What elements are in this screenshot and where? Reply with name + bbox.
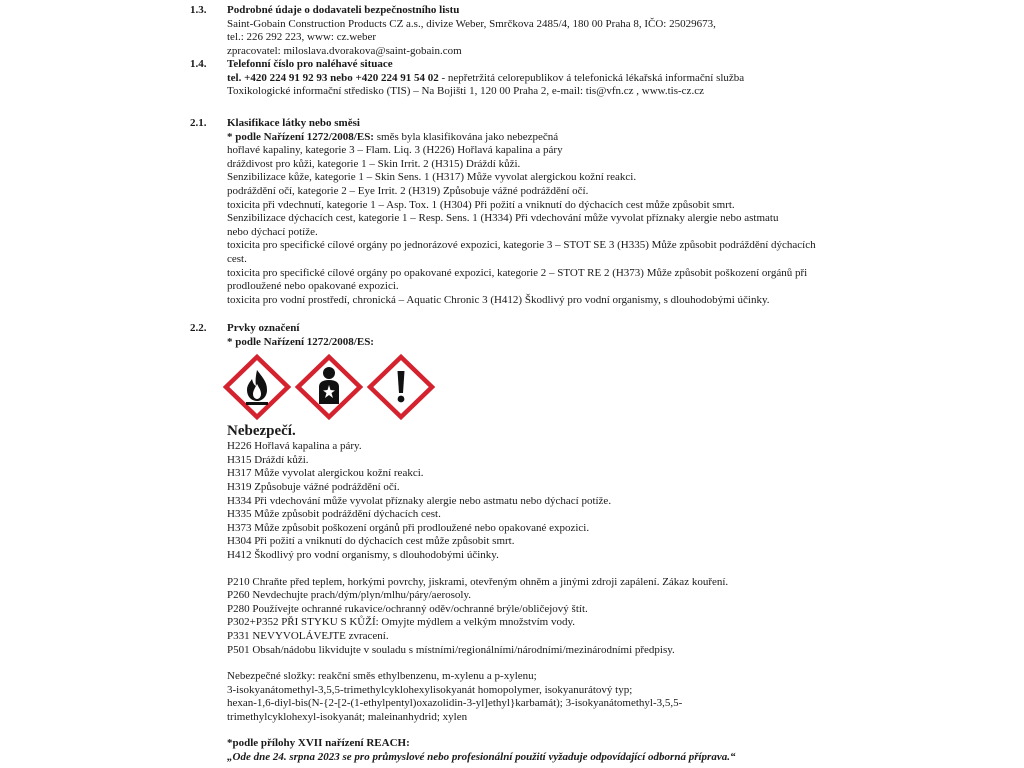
precautionary-statement: P280 Používejte ochranné rukavice/ochranný oděv/ochranné brýle/obličejový štít. — [227, 602, 588, 615]
hazard-statement: H335 Může způsobit podráždění dýchacích cest. — [227, 508, 441, 521]
hazard-statement: H373 Může způsobit poškození orgánů při prodloužené nebo opakované expozici. — [227, 521, 590, 534]
classification-item: Senzibilizace kůže, kategorie 1 – Skin Sens. 1 (H317) Může vyvolat alergickou kožní reakci. — [227, 171, 637, 184]
section-2-1-number: 2.1. — [190, 117, 207, 129]
section-2-1-title: Klasifikace látky nebo směsi — [227, 117, 360, 129]
section-1-4 — [227, 58, 847, 99]
regulation-label: * podle Nařízení 1272/2008/ES: — [227, 335, 374, 348]
classification-item: hořlavé kapaliny, kategorie 3 – Flam. Liq. 3 (H226) Hořlavá kapalina a páry — [227, 144, 563, 157]
precautionary-statement: P302+P352 PŘI STYKU S KŮŽÍ: Omyjte mýdlem a velkým množstvím vody. — [227, 616, 576, 629]
hazard-statement: H334 Při vdechování může vyvolat příznaky alergie nebo astmatu nebo dýchací potíže. — [227, 494, 612, 507]
classification-item: toxicita pro vodní prostředí, chronická – Aquatic Chronic 3 (H412) Škodlivý pro vodní organismy, s dlouhodobými účinky. — [227, 293, 770, 306]
hazard-statement: H319 Způsobuje vážné podráždění očí. — [227, 480, 400, 493]
signal-word: Nebezpečí. — [227, 423, 296, 440]
section-2-2 — [227, 322, 847, 765]
hazard-statement: H317 Může vyvolat alergickou kožní reakci. — [227, 467, 424, 480]
classification-item: toxicita pro specifické cílové orgány po opakované expozici, kategorie 2 – STOT RE 2 (H373) Může způsobit poškození orgánů při prodloužené nebo opakované expozici. — [227, 266, 808, 293]
classification-item: toxicita pro specifické cílové orgány po jednorázové expozici, kategorie 3 – STOT SE 3 (H335) Může způsobit podráždění dýchacích cest. — [227, 239, 816, 265]
hazardous-components: hexan-1,6-diyl-bis(N-{2-[2-(1-ethylpentyl)oxazolidin-3-yl]ethyl}karbamát); 3-isokyanátomethyl-3,5,5- — [227, 697, 683, 710]
supplier-line: Saint-Gobain Construction Products CZ a.s., divize Weber, Smrčkova 2485/4, 180 00 Praha 8, IČO: 25029673, — [227, 17, 716, 30]
ghs-pictograms — [223, 354, 847, 420]
hazard-statement: H315 Dráždí kůži. — [227, 453, 309, 466]
section-2-2-title: Prvky označení — [227, 322, 300, 334]
precautionary-statement: P501 Obsah/nádobu likvidujte v souladu s místními/regionálními/národními/mezinárodními předpisy. — [227, 643, 675, 656]
classification-item: dráždivost pro kůži, kategorie 1 – Skin Irrit. 2 (H315) Dráždí kůži. — [227, 157, 521, 170]
emergency-phone-line — [227, 72, 847, 86]
reach-text: „Ode dne 24. srpna 2023 se pro průmyslové nebo profesionální použití vyžaduje odpovídající odborná příprava.“ — [227, 751, 736, 764]
reach-title: *podle přílohy XVII nařízení REACH: — [227, 737, 410, 750]
section-1-4-title: Telefonní číslo pro naléhavé situace — [227, 58, 393, 70]
precautionary-statement: P331 NEVYVOLÁVEJTE zvracení. — [227, 629, 389, 642]
emergency-phone-description: - nepřetržitá celorepublikov á telefonická lékařská informační služba — [438, 71, 745, 84]
regulation-text: směs byla klasifikována jako nebezpečná — [373, 130, 559, 143]
emergency-phone: tel. +420 224 91 92 93 nebo +420 224 91 54 02 — [227, 71, 439, 84]
hazardous-components: trimethylcyklohexyl-isokyanát; maleinanhydrid; xylen — [227, 710, 468, 723]
section-1-3-title: Podrobné údaje o dodavateli bezpečnostního listu — [227, 4, 460, 16]
hazard-statement: H304 Při požití a vniknutí do dýchacích cest může způsobit smrt. — [227, 535, 515, 548]
hazardous-components: Nebezpečné složky: reakční směs ethylbenzenu, m-xylenu a p-xylenu; — [227, 670, 537, 683]
hazard-statement: H412 Škodlivý pro vodní organismy, s dlouhodobými účinky. — [227, 548, 499, 561]
regulation-label: * podle Nařízení 1272/2008/ES: — [227, 130, 374, 143]
hazardous-components: 3-isokyanátomethyl-3,5,5-trimethylcyklohexylisokyanát homopolymer, isokyanurátový typ; — [227, 683, 633, 696]
supplier-line: tel.: 226 292 223, www: cz.weber — [227, 31, 377, 44]
exclamation-mark-icon — [367, 354, 435, 420]
section-1-3-number: 1.3. — [190, 4, 207, 16]
classification-item: podráždění očí, kategorie 2 – Eye Irrit. 2 (H319) Způsobuje vážné podráždění očí. — [227, 184, 589, 197]
classification-item: Senzibilizace dýchacích cest, kategorie 1 – Resp. Sens. 1 (H334) Při vdechování může vyvolat příznaky alergie nebo astmatu nebo dýchací potíže. — [227, 212, 779, 238]
classification-regulation — [227, 131, 847, 145]
section-2-2-number: 2.2. — [190, 322, 207, 334]
section-1-3 — [227, 4, 847, 58]
section-1-4-number: 1.4. — [190, 58, 207, 70]
supplier-line: zpracovatel: miloslava.dvorakova@saint-gobain.com — [227, 44, 462, 57]
flame-icon — [223, 354, 291, 420]
classification-item: toxicita při vdechnutí, kategorie 1 – Asp. Tox. 1 (H304) Při požití a vniknutí do dýchacích cest může způsobit smrt. — [227, 198, 735, 211]
tis-line: Toxikologické informační středisko (TIS) – Na Bojišti 1, 120 00 Praha 2, e-mail: tis@vfn.cz , www.tis-cz.cz — [227, 85, 704, 98]
precautionary-statement: P210 Chraňte před teplem, horkými povrchy, jiskrami, otevřeným ohněm a jinými zdroji zapálení. Zákaz kouření. — [227, 575, 729, 588]
precautionary-statement: P260 Nevdechujte prach/dým/plyn/mlhu/páry/aerosoly. — [227, 589, 471, 602]
section-2-1 — [227, 117, 847, 307]
hazard-statement: H226 Hořlavá kapalina a páry. — [227, 440, 362, 453]
health-hazard-icon — [295, 354, 363, 420]
